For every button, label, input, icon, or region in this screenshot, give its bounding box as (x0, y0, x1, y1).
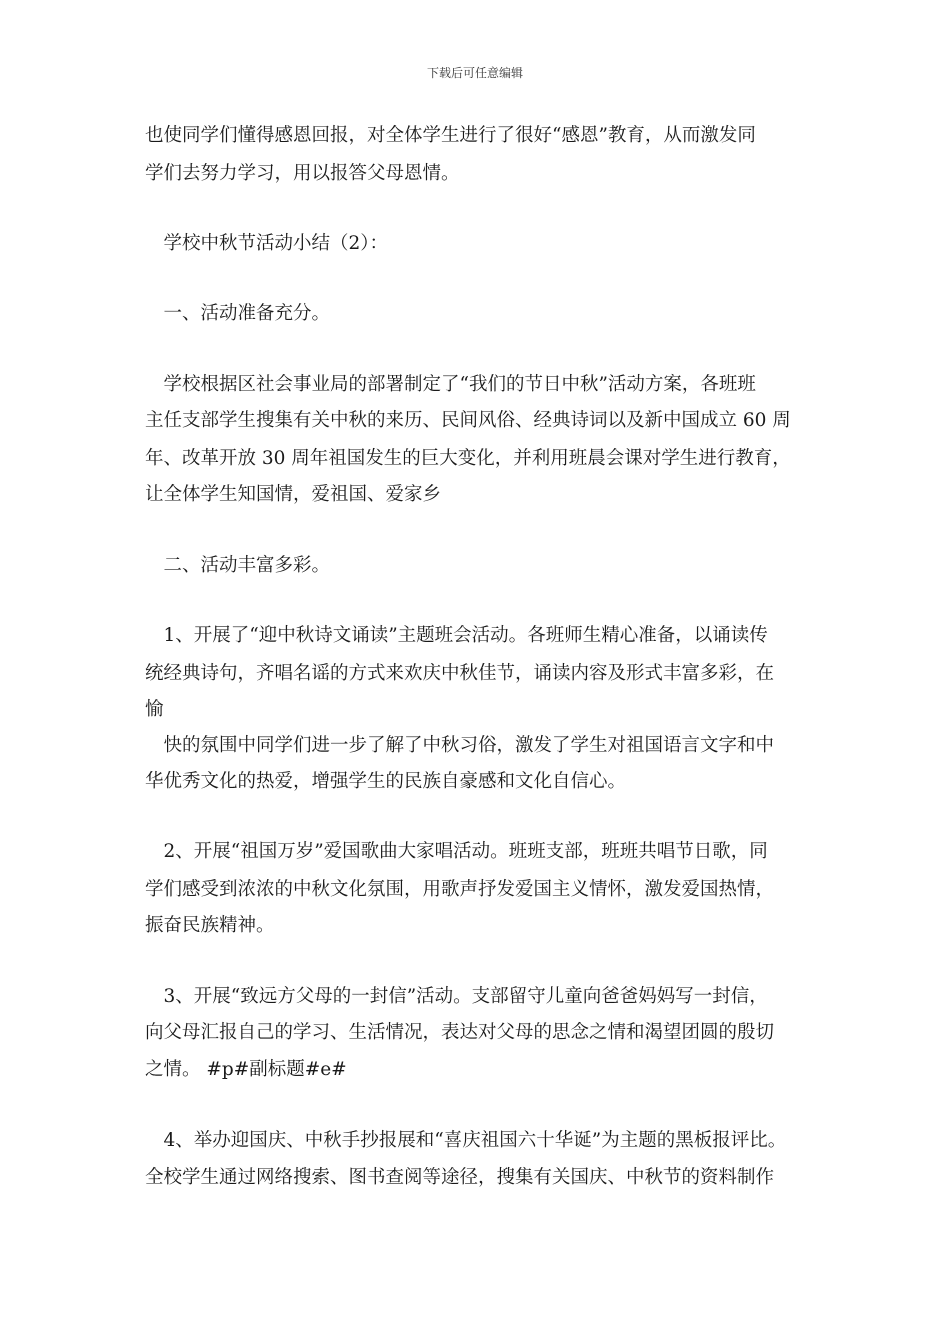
text-line: 统经典诗句，齐唱名谣的方式来欢庆中秋佳节，诵读内容及形式丰富多彩，在 (145, 663, 775, 684)
text-line: 向父母汇报自己的学习、生活情况，表达对父母的思念之情和渴望团圆的殷切 (145, 1022, 775, 1043)
text-line: 也使同学们懂得感恩回报，对全体学生进行了很好“感恩”教育，从而激发同 (145, 125, 756, 146)
text-line: 之情。 #p#副标题#e# (145, 1059, 347, 1080)
text-line: 4、举办迎国庆、中秋手抄报展和“喜庆祖国六十华诞”为主题的黑板报评比。 (145, 1130, 787, 1151)
text-line: 年、改革开放 30 周年祖国发生的巨大变化，并利用班晨会课对学生进行教育， (145, 448, 791, 469)
text-line: 主任支部学生搜集有关中秋的来历、民间风俗、经典诗词以及新中国成立 60 周 (145, 410, 791, 431)
section-heading: 二、活动丰富多彩。 (145, 555, 331, 576)
text-line: 快的氛围中同学们进一步了解了中秋习俗，激发了学生对祖国语言文字和中 (145, 735, 775, 756)
text-line: 振奋民族精神。 (145, 915, 275, 936)
page-header: 下载后可任意编辑 (426, 66, 523, 80)
text-line: 学校根据区社会事业局的部署制定了“我们的节日中秋”活动方案，各班班 (145, 374, 756, 395)
text-line: 1、开展了“迎中秋诗文诵读”主题班会活动。各班师生精心准备，以诵读传 (145, 625, 768, 646)
text-line: 3、开展“致远方父母的一封信”活动。支部留守儿童向爸爸妈妈写一封信， (145, 986, 768, 1007)
text-line: 2、开展“祖国万岁”爱国歌曲大家唱活动。班班支部，班班共唱节日歌，同 (145, 841, 768, 862)
text-line: 让全体学生知国情，爱祖国、爱家乡 (145, 484, 442, 505)
section-heading: 一、活动准备充分。 (145, 303, 331, 324)
subtitle: 学校中秋节活动小结（2）： (145, 233, 389, 254)
text-line: 愉 (145, 699, 164, 720)
text-line: 华优秀文化的热爱，增强学生的民族自豪感和文化自信心。 (145, 771, 627, 792)
text-line: 学们感受到浓浓的中秋文化氛围，用歌声抒发爱国主义情怀，激发爱国热情， (145, 879, 775, 900)
text-line: 全校学生通过网络搜索、图书查阅等途径，搜集有关国庆、中秋节的资料制作 (145, 1167, 775, 1188)
text-line: 学们去努力学习，用以报答父母恩情。 (145, 163, 460, 184)
